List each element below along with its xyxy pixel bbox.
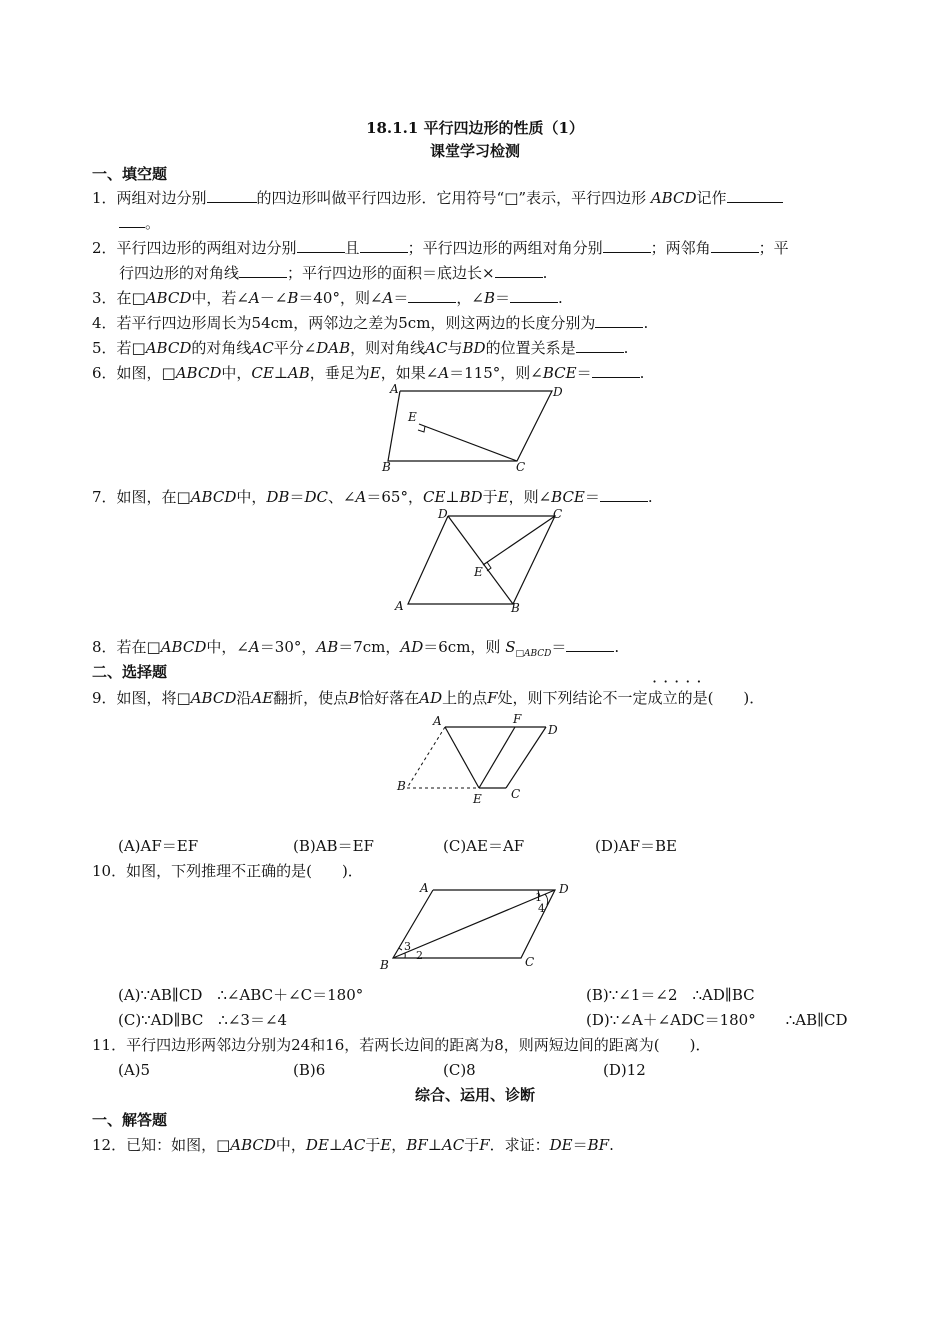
- question-12: 12．已知：如图，□ABCD中，DE⊥AC于E，BF⊥AC于F．求证：DE＝BF.: [92, 1136, 614, 1154]
- answer-blank[interactable]: [595, 313, 643, 328]
- answer-blank[interactable]: [239, 263, 287, 278]
- answer-blank[interactable]: [566, 637, 614, 652]
- answer-blank[interactable]: [711, 238, 759, 253]
- option-11d[interactable]: (D)12: [603, 1061, 646, 1079]
- label-A: A: [420, 881, 429, 895]
- label-B: B: [511, 601, 520, 615]
- answer-blank[interactable]: [510, 288, 558, 303]
- label-E: E: [474, 565, 483, 579]
- label-E: E: [473, 792, 482, 806]
- label-A: A: [395, 599, 404, 613]
- figure-q6-parallelogram: [380, 383, 570, 475]
- answer-blank[interactable]: [603, 238, 651, 253]
- figure-q10-parallelogram: [375, 880, 580, 972]
- answer-blank[interactable]: [592, 363, 640, 378]
- answer-blank[interactable]: [297, 238, 345, 253]
- question-7: 7．如图，在□ABCD中，DB＝DC、∠A＝65°，CE⊥BD于E，则∠BCE＝ .: [92, 488, 653, 506]
- option-10a[interactable]: (A)∵AB∥CD ∴∠ABC＋∠C＝180°: [118, 986, 364, 1004]
- answer-blank[interactable]: [207, 188, 257, 203]
- question-1-cont: 。: [119, 213, 160, 233]
- question-6: 6．如图，□ABCD中，CE⊥AB，垂足为E，如果∠A＝115°，则∠BCE＝ .: [92, 364, 645, 382]
- answer-blank[interactable]: [727, 188, 783, 203]
- answer-blank[interactable]: [600, 487, 648, 502]
- question-9: 9．如图，将□ABCD沿AE翻折，使点B恰好落在AD上的点F处，则下列结论不一定成立的是( )．: [92, 689, 765, 707]
- section-solve: 一、解答题: [92, 1111, 168, 1129]
- answer-blank[interactable]: [408, 288, 456, 303]
- answer-blank[interactable]: [360, 238, 408, 253]
- answer-blank[interactable]: [576, 338, 624, 353]
- option-11a[interactable]: (A)5: [118, 1061, 151, 1079]
- label-D: D: [553, 385, 563, 399]
- figure-q9-fold: [393, 712, 568, 812]
- figure-q7-parallelogram: [390, 508, 575, 618]
- label-A: A: [433, 714, 442, 728]
- label-C: C: [525, 955, 535, 969]
- option-10c[interactable]: (C)∵AD∥BC ∴∠3＝∠4: [118, 1011, 288, 1029]
- option-10b[interactable]: (B)∵∠1＝∠2 ∴AD∥BC: [586, 986, 755, 1004]
- option-9c[interactable]: (C)AE＝AF: [443, 837, 525, 855]
- label-C: C: [511, 787, 521, 801]
- label-A: A: [390, 382, 399, 396]
- section-multiple-choice: 二、选择题: [92, 663, 168, 681]
- question-1: 1．两组对边分别 的四边形叫做平行四边形．它用符号“□”表示，平行四边形 ABCD记作: [92, 188, 783, 208]
- label-B: B: [397, 779, 406, 793]
- question-4: 4．若平行四边形周长为54cm，两邻边之差为5cm，则这两边的长度分别为 .: [92, 314, 649, 332]
- section-fill-blank: 一、填空题: [92, 165, 168, 183]
- page-subtitle: 课堂学习检测: [429, 142, 520, 160]
- option-10d[interactable]: (D)∵∠A＋∠ADC＝180° ∴AB∥CD: [586, 1011, 848, 1029]
- question-5: 5．若□ABCD的对角线AC平分∠DAB，则对角线AC与BD的位置关系是 .: [92, 339, 629, 357]
- label-E: E: [408, 410, 417, 424]
- page-title: 18.1.1 平行四边形的性质（1）: [366, 119, 584, 137]
- question-10: 10．如图，下列推理不正确的是( )．: [92, 862, 363, 880]
- option-9d[interactable]: (D)AF＝BE: [595, 837, 677, 855]
- label-B: B: [382, 460, 391, 474]
- section-subtitle-2: 综合、运用、诊断: [414, 1086, 535, 1104]
- label-F: F: [513, 712, 522, 726]
- question-2: 2．平行四边形的两组对边分别 且 ；平行四边形的两组对角分别 ；两邻角 ；平: [92, 239, 789, 257]
- label-C: C: [516, 460, 526, 474]
- emphasis-dots: ·····: [652, 672, 708, 691]
- label-D: D: [559, 882, 569, 896]
- label-angle-2: 2: [416, 949, 423, 962]
- label-C: C: [553, 507, 563, 521]
- option-11c[interactable]: (C)8: [443, 1061, 476, 1079]
- label-B: B: [380, 958, 389, 972]
- label-angle-3: 3: [404, 940, 411, 953]
- label-D: D: [438, 507, 448, 521]
- label-angle-4: 4: [538, 902, 545, 915]
- question-3: 3．在□ABCD中，若∠A－∠B＝40°，则∠A＝ ，∠B＝ .: [92, 289, 563, 307]
- label-D: D: [548, 723, 558, 737]
- answer-blank[interactable]: [495, 263, 543, 278]
- option-9a[interactable]: (A)AF＝EF: [118, 837, 199, 855]
- option-9b[interactable]: (B)AB＝EF: [293, 837, 374, 855]
- question-8: 8．若在□ABCD中，∠A＝30°，AB＝7cm，AD＝6cm，则 $S_{□ABCD}=$ .: [92, 638, 620, 659]
- question-11: 11．平行四边形两邻边分别为24和16，若两长边间的距离为8，则两短边间的距离为( )．: [92, 1036, 711, 1054]
- label-angle-1: 1: [535, 891, 542, 904]
- option-11b[interactable]: (B)6: [293, 1061, 326, 1079]
- answer-blank[interactable]: [119, 213, 145, 228]
- question-2-cont: 行四边形的对角线 ；平行四边形的面积＝底边长× .: [119, 264, 548, 282]
